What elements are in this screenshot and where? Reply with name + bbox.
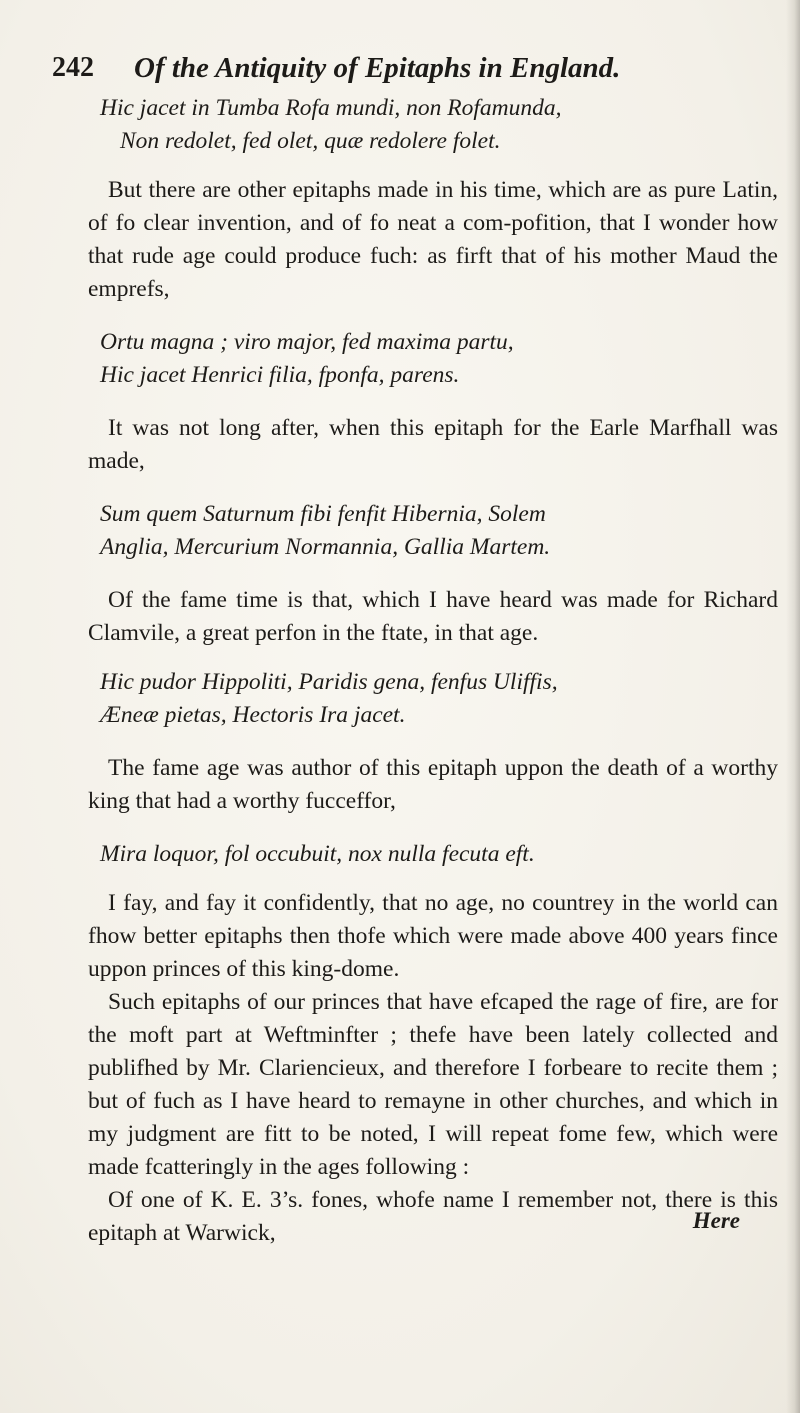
paragraph: I fay, and fay it confidently, that no age, no countrey in the world can fhow better epitaphs then thofe which were made above 400 years fince uppon princes of this king-dome. (88, 890, 778, 982)
paragraph: Of one of K. E. 3’s. fones, whofe name I remember not, there is this epitaph at Warwick, (88, 1187, 778, 1246)
verse-line: Æneæ pietas, Hectoris Ira jacet. (100, 702, 406, 728)
epitaph-rosamund (100, 92, 778, 158)
verse-line: Ortu magna ; viro major, fed maxima partu, (100, 329, 514, 355)
page-header (52, 52, 772, 92)
verse-line: Mira loquor, fol occubuit, nox nulla fecuta eft. (100, 841, 535, 867)
paragraph: The fame age was author of this epitaph uppon the death of a worthy king that had a worthy fucceffor, (88, 755, 778, 814)
paragraph: It was not long after, when this epitaph for the Earle Marfhall was made, (88, 415, 778, 474)
epitaph-clamvile (100, 666, 778, 732)
verse-line: Hic pudor Hippoliti, Paridis gena, fenfus Uliffis, (100, 669, 558, 695)
paragraph: Of the fame time is that, which I have heard was made for Richard Clamvile, a great perfon in the ftate, in that age. (88, 587, 778, 646)
page-number: 242 (52, 52, 94, 83)
page-body (88, 92, 778, 1250)
epitaph-king (100, 838, 778, 871)
verse-line: Non redolet, fed olet, quæ redolere folet. (120, 128, 501, 154)
catchword: Here (692, 1208, 740, 1233)
epitaph-earle-marshall (100, 498, 778, 564)
verse-line: Hic jacet in Tumba Rofa mundi, non Rofamunda, (100, 95, 562, 121)
verse-line: Hic jacet Henrici filia, fponfa, parens. (100, 362, 460, 388)
verse-line: Anglia, Mercurium Normannia, Gallia Martem. (100, 534, 551, 560)
running-title: Of the Antiquity of Epitaphs in England. (134, 52, 621, 84)
page-edge-shadow (786, 0, 800, 1413)
epitaph-maud (100, 326, 778, 392)
verse-line: Sum quem Saturnum fibi fenfit Hibernia, Solem (100, 501, 546, 527)
paragraph: But there are other epitaphs made in his time, which are as pure Latin, of fo clear invention, and of fo neat a com-pofition, that I wonder how that rude age could produce fuch: as firft that of his mother Maud the emprefs, (88, 177, 778, 302)
paragraph: Such epitaphs of our princes that have efcaped the rage of fire, are for the moft part at Weftminfter ; thefe have been lately collected and publifhed by Mr. Clarienciеux, and therefore I forbeare to recite them ; but of fuch as I have heard to remayne in other churches, and which in my judgment are fitt to be noted, I will repeat fome few, which were made fcatteringly in the ages following : (88, 989, 778, 1180)
